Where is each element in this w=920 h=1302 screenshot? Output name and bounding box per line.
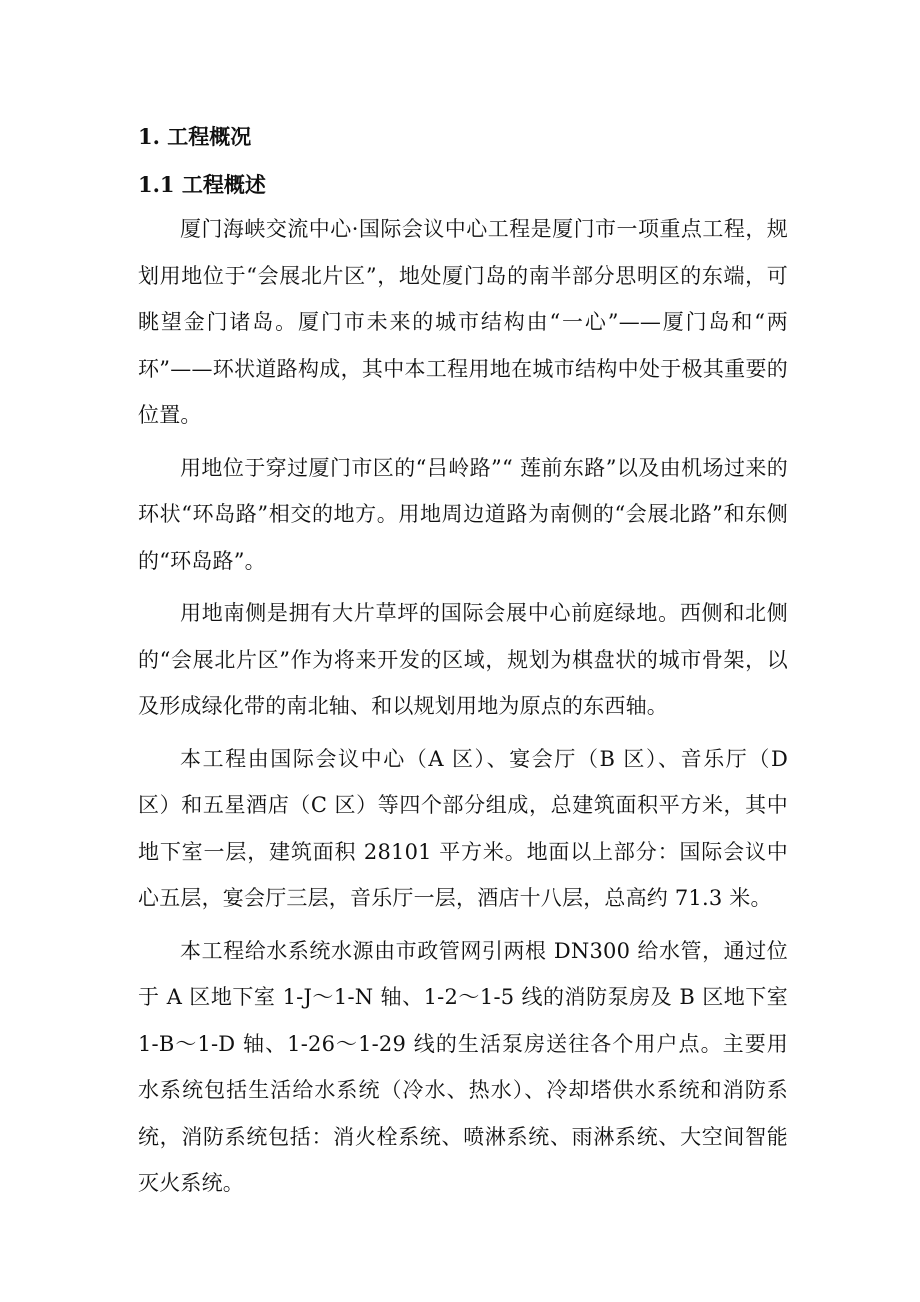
paragraph-building-composition: 本工程由国际会议中心（A 区）、宴会厅（B 区）、音乐厅（D 区）和五星酒店（C 区）等四个部分组成，总建筑面积平方米，其中地下室一层，建筑面积 28101 平方米。地面以上部分：国际会议中心五层，宴会厅三层，音乐厅一层，酒店十八层，总高约 71.3 米。 <box>138 746 788 910</box>
paragraph-site-roads: 用地位于穿过厦门市区的“吕岭路”“ 莲前东路”以及由机场过来的环状“环岛路”相交的地方。用地周边道路为南侧的“会展北路”和东侧的“环岛路”。 <box>138 455 788 573</box>
paragraph-project-location: 厦门海峡交流中心·国际会议中心工程是厦门市一项重点工程，规划用地位于“会展北片区”，地处厦门岛的南半部分思明区的东端，可眺望金门诸岛。厦门市未来的城市结构由“一心”——厦门岛和“两环”——环状道路构成，其中本工程用地在城市结构中处于极其重要的位置。 <box>138 217 788 427</box>
paragraph-site-surroundings: 用地南侧是拥有大片草坪的国际会展中心前庭绿地。西侧和北侧的“会展北片区”作为将来开发的区域，规划为棋盘状的城市骨架，以及形成绿化带的南北轴、和以规划用地为原点的东西轴。 <box>138 601 788 718</box>
document-page <box>138 112 788 1213</box>
section-heading-1: 1. 工程概况 <box>138 124 252 149</box>
paragraph-water-supply: 本工程给水系统水源由市政管网引两根 DN300 给水管，通过位于 A 区地下室 1-J～1-N 轴、1-2～1-5 线的消防泵房及 B 区地下室 1-B～1-D 轴、1-26～1-29 线的生活泵房送往各个用户点。主要用水系统包括生活给水系统（冷水、热水）、冷却塔供水系统和消防系统，消防系统包括：消火栓系统、喷淋系统、雨淋系统、大空间智能灭火系统。 <box>138 938 788 1195</box>
section-heading-1-1: 1.1 工程概述 <box>138 172 266 197</box>
